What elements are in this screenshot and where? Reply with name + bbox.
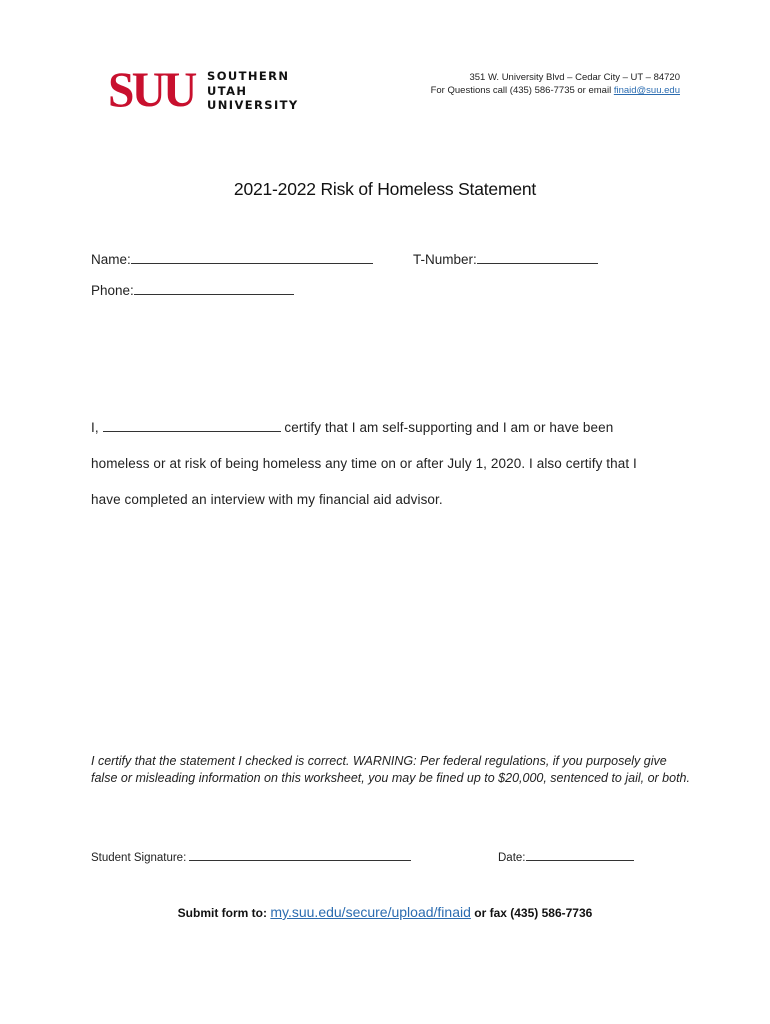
name-input-line[interactable]: [131, 251, 373, 264]
statement-name-line[interactable]: [103, 419, 281, 432]
statement-line-3: have completed an interview with my financial aid advisor.: [91, 492, 443, 507]
submit-prefix: Submit form to:: [177, 906, 267, 920]
statement-line-2: homeless or at risk of being homeless any time on or after July 1, 2020. I also certify that I: [91, 456, 637, 471]
phone-field-row: [91, 282, 294, 298]
tnumber-input-line[interactable]: [477, 251, 598, 264]
date-line[interactable]: [526, 848, 634, 861]
signature-row: [91, 848, 411, 864]
submit-instructions: [0, 904, 770, 920]
header-address-block: [431, 71, 680, 97]
statement-line-1: [91, 419, 613, 435]
contact-line: [431, 84, 680, 97]
statement-line-1-text: certify that I am self-supporting and I am or have been: [284, 420, 614, 435]
logo-mark: SUU: [108, 61, 195, 117]
suu-logo: [108, 61, 299, 117]
tnumber-label: T-Number:: [413, 252, 477, 267]
logo-wordmark: [207, 69, 299, 113]
logo-line-1: SOUTHERN: [207, 69, 290, 83]
signature-label: Student Signature:: [91, 852, 187, 864]
date-row: [498, 848, 634, 864]
name-label: Name:: [91, 252, 131, 267]
statement-prefix: I,: [91, 420, 99, 435]
address-line: 351 W. University Blvd – Cedar City – UT – 84720: [469, 72, 680, 83]
signature-line[interactable]: [189, 848, 411, 861]
phone-label: Phone:: [91, 283, 134, 298]
submit-url-link[interactable]: my.suu.edu/secure/upload/finaid: [270, 904, 471, 920]
name-field-row: [91, 251, 373, 267]
logo-line-2: UTAH: [207, 83, 248, 98]
email-link[interactable]: finaid@suu.edu: [613, 85, 680, 96]
phone-input-line[interactable]: [134, 282, 294, 295]
warning-text: I certify that the statement I checked is correct. WARNING: Per federal regulations, if you purposely give false or misleading information on this worksheet, you may be fined up to $20,000, sentenced to jail, or both.: [91, 754, 690, 785]
submit-fax: or fax (435) 586-7736: [474, 906, 593, 920]
date-label: Date:: [498, 852, 526, 864]
contact-prefix: For Questions call (435) 586-7735 or email: [430, 85, 614, 96]
page-title: 2021-2022 Risk of Homeless Statement: [233, 179, 537, 199]
tnumber-field-row: [413, 251, 598, 267]
logo-line-3: UNIVERSITY: [207, 98, 299, 112]
